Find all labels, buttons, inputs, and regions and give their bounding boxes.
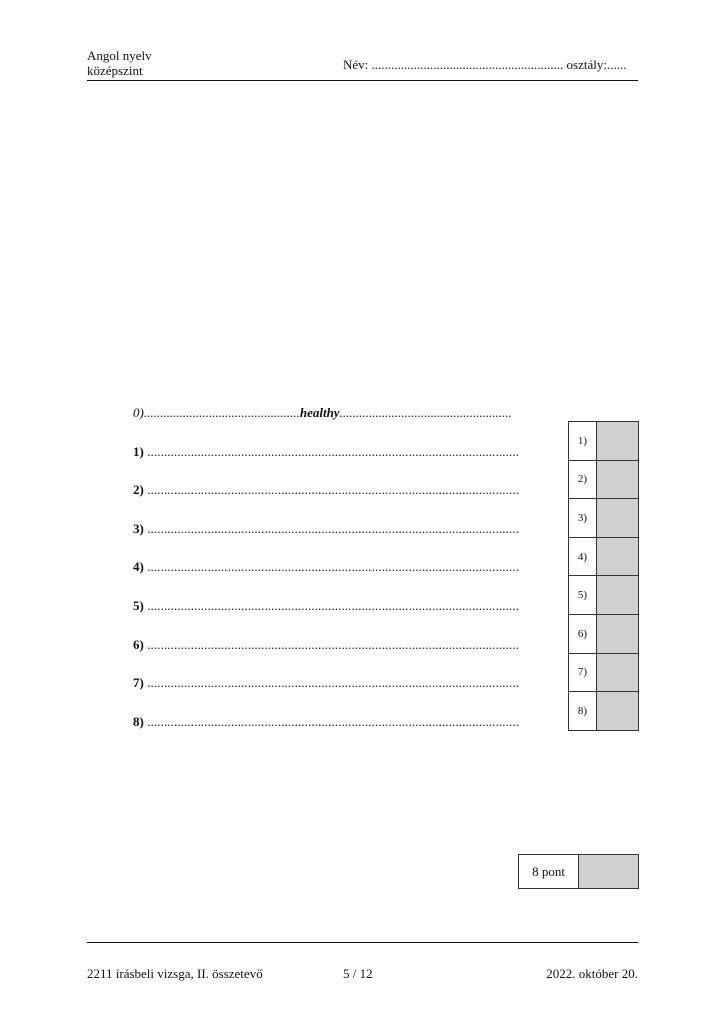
answer-number: 3) xyxy=(133,520,144,536)
example-line xyxy=(133,405,558,444)
score-row xyxy=(569,692,639,731)
score-label: 8) xyxy=(569,692,597,731)
page-number: 5 / 12 xyxy=(343,966,373,981)
score-cell xyxy=(597,499,639,538)
score-label: 7) xyxy=(569,653,597,692)
score-label: 3) xyxy=(569,499,597,538)
answer-dots: ............................................................................................................... xyxy=(143,636,520,652)
example-number: 0) xyxy=(133,405,144,420)
answer-line[interactable] xyxy=(133,482,558,521)
answer-line[interactable] xyxy=(133,637,558,676)
score-row xyxy=(569,537,639,576)
exam-code: 2211 írásbeli vizsga, II. összetevő xyxy=(87,966,263,981)
score-row xyxy=(569,653,639,692)
score-cell xyxy=(597,576,639,615)
answer-line[interactable] xyxy=(133,675,558,714)
score-label: 4) xyxy=(569,537,597,576)
total-points-box xyxy=(518,854,639,889)
score-cell xyxy=(597,653,639,692)
score-label: 2) xyxy=(569,460,597,499)
score-row xyxy=(569,460,639,499)
score-label: 1) xyxy=(569,422,597,461)
subject-level: középszint xyxy=(87,63,143,78)
score-cell xyxy=(597,460,639,499)
answer-dots: ............................................................................................................... xyxy=(143,597,520,613)
answer-dots: ............................................................................................................... xyxy=(143,675,520,691)
score-row xyxy=(569,614,639,653)
score-cell xyxy=(597,537,639,576)
score-row xyxy=(569,422,639,461)
example-dots-after: ..................................................... xyxy=(339,405,512,420)
name-class-field: Név: ........................................................... osztály:...... xyxy=(343,57,627,72)
answer-number: 5) xyxy=(133,597,144,613)
answer-lines xyxy=(133,405,558,752)
score-cell xyxy=(597,692,639,731)
example-answer: healthy xyxy=(299,405,340,420)
answer-number: 6) xyxy=(133,636,144,652)
header-divider xyxy=(87,80,638,81)
answer-dots: ............................................................................................................... xyxy=(143,559,520,575)
subject-title: Angol nyelv xyxy=(87,48,152,63)
answer-line[interactable] xyxy=(133,521,558,560)
answer-line[interactable] xyxy=(133,559,558,598)
answer-number: 4) xyxy=(133,559,144,575)
score-row xyxy=(569,576,639,615)
answer-number: 8) xyxy=(133,713,144,729)
score-table xyxy=(568,421,639,731)
subject-block xyxy=(87,48,152,78)
answer-dots: ............................................................................................................... xyxy=(143,520,520,536)
answer-dots: ............................................................................................................... xyxy=(143,713,520,729)
exam-date: 2022. október 20. xyxy=(546,966,638,981)
score-cell xyxy=(597,422,639,461)
footer-divider xyxy=(87,942,638,943)
example-dots-before: ................................................ xyxy=(143,405,300,420)
answer-dots: ............................................................................................................... xyxy=(143,482,520,498)
total-points-label: 8 pont xyxy=(519,855,579,889)
answer-number: 1) xyxy=(133,443,144,459)
score-label: 6) xyxy=(569,614,597,653)
score-label: 5) xyxy=(569,576,597,615)
score-row xyxy=(569,499,639,538)
answer-line[interactable] xyxy=(133,598,558,637)
answer-line[interactable] xyxy=(133,714,558,753)
total-points-cell xyxy=(579,855,639,889)
score-cell xyxy=(597,614,639,653)
answer-number: 2) xyxy=(133,482,144,498)
answer-number: 7) xyxy=(133,675,144,691)
answer-line[interactable] xyxy=(133,444,558,483)
answer-dots: ............................................................................................................... xyxy=(143,443,520,459)
